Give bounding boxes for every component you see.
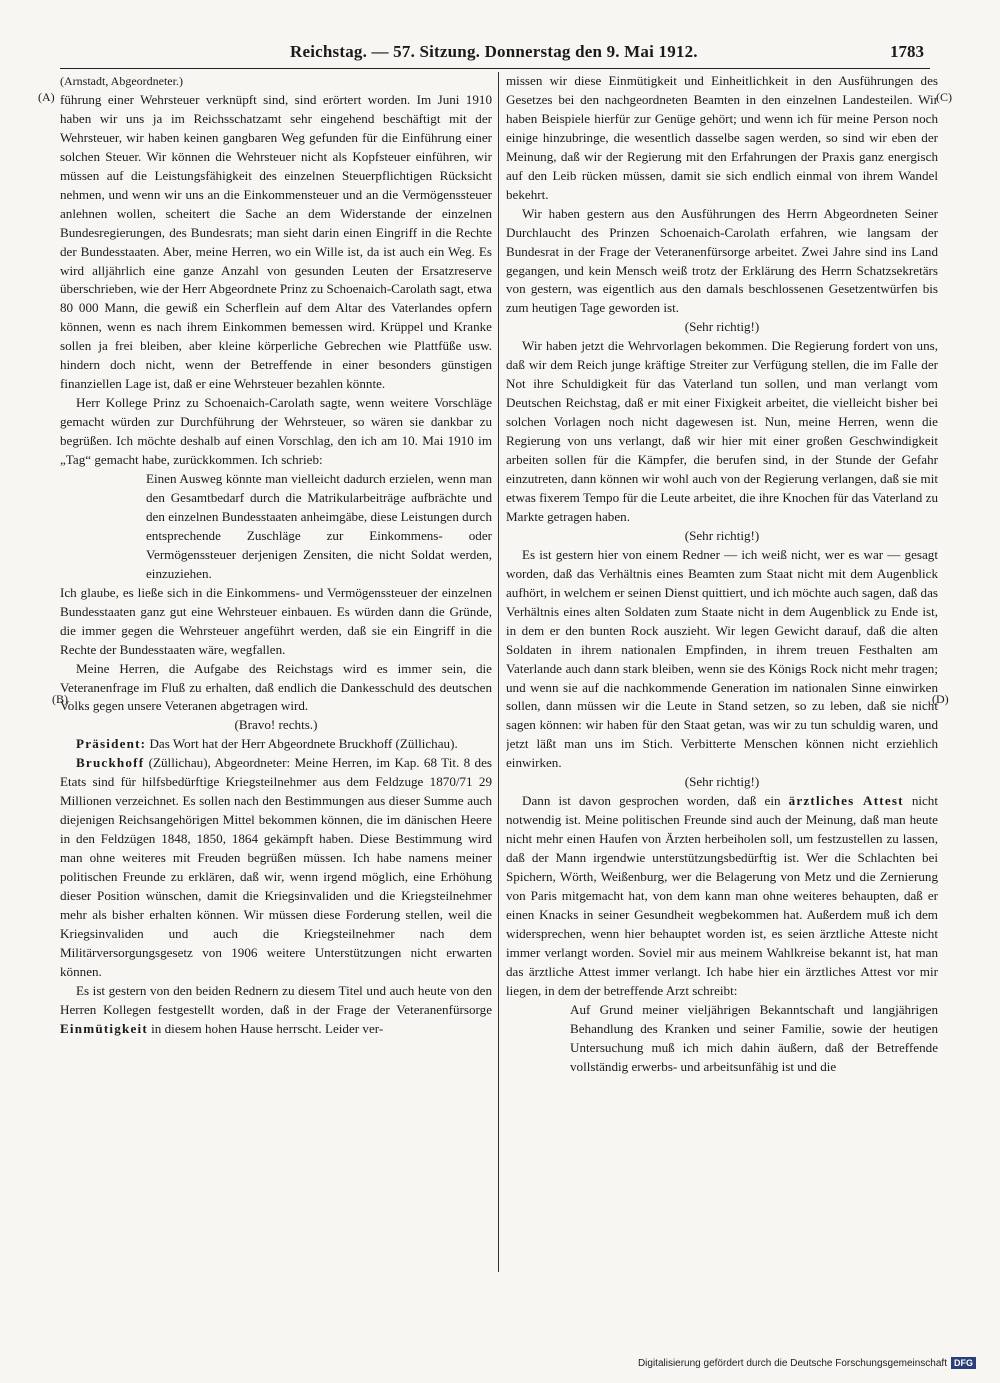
paragraph: Es ist gestern hier von einem Redner — ich weiß nicht, wer es war — gesagt worden, daß das Verhältnis eines Beamten zum Staat nicht mit dem Augenblick aufhört, in welchem er seinen Dienst quittiert, und ich möchte auch sagen, daß das Verhältnis eines alten Soldaten zum Staate nicht in dem Augenblick zu Ende ist, in dem er den bunten Rock auszieht. Wir legen Gewicht darauf, daß die alten Soldaten in ihrem nationalen Empfinden, in ihrem treuen Festhalten am Vaterlande auch dann stark bleiben, wenn sie des Königs Rock nicht mehr tragen; und wenn sie auf die nachkommende Generation im nationalen Sinne einwirken sollen, dann müssen wir die Leute in Stand setzen, so zu leben, daß sie nicht sagen können: wir haben für den Staat getan, was wir zu tun schuldig waren, und jetzt läßt man uns im Stich. Verbitterte Menschen können nicht erziehlich einwirken. (506, 546, 938, 771)
paragraph (60, 982, 492, 1039)
speech-text: (Züllichau), Abgeordneter: Meine Herren, im Kap. 68 Tit. 8 des Etats sind für hilfsbedürftige Kriegsteilnehmer aus dem Feldzuge 1870/71 29 Millionen verzeichnet. Es sollen nach den Bestimmungen aus dieser Summe auch diejenigen Reichsangehörigen Mittel bekommen können, die im dänischen Heere in den Feldzügen 1848, 1850, 1864 gekämpft haben. Diese Bestimmung wird man ohne weiteres mit Freuden begrüßen müssen. Ich habe namens meiner politischen Freunde zu erklären, daß wir, wenn irgend möglich, eine Erhöhung dieser Position wünschen, damit die Kriegsinvaliden und die Kriegsteilnehmer mehr als bisher erhalten können. Wir müssen diese Forderung stellen, weil die Kriegsinvaliden und auch die Kriegsteilnehmer nach dem Militärversorgungsgesetz von 1906 weitere Unterstützungen nicht erwarten können. (60, 755, 492, 979)
margin-marker-b: (B) (52, 692, 68, 706)
interjection: (Sehr richtig!) (684, 774, 760, 790)
quotation: Auf Grund meiner vieljährigen Bekanntschaft und langjährigen Behandlung des Kranken und seiner Familie, sowie der heutigen Untersuchung muß ich mich dahin äußern, daß der Betreffende vollständig erwerbs- und arbeitsunfähig ist und die (570, 1001, 938, 1074)
paragraph: führung einer Wehrsteuer verknüpft sind, sind erörtert worden. Im Juni 1910 haben wir uns ja im Reichsschatzamt sehr eingehend beschäftigt mit der Wehrsteuer, wir haben keinen gangbaren Weg gefunden für die Einführung einer solchen Steuer. Wir können die Wehrsteuer nicht als Kopfsteuer einführen, wir müssen auf die Leistungsfähigkeit des einzelnen Steuerpflichtigen Rücksicht nehmen, und wenn wir uns an die Einkommensteuer und an die Vermögenssteuer anlehnen wollen, scheitert die Sache an dem Widerstande der einzelnen Bundesregierungen, des Bundesrats; man sieht darin einen Eingriff in die Rechte der Bundesstaaten. Aber, meine Herren, wo ein Wille ist, da ist auch ein Weg. Es wird alljährlich eine ganze Anzahl von gesunden Leuten der Ersatzreserve überschrieben, wie der Herr Abgeordnete Prinz zu Schoenaich-Carolath sagt, etwa 80 000 Mann, die gewiß ein Scherflein auf dem Altar des Vaterlandes opfern können, wenn es nach ihrem Einkommen bemessen wird. Krüppel und Kranke sollen ja frei bleiben, aber kleine körperliche Gebrechen wie Plattfüße usw. hindern doch nicht, wenn der Betreffende in einer besonders günstigen finanziellen Lage ist, daß er eine Wehrsteuer bezahlen könnte. (60, 91, 492, 392)
interjection: (Sehr richtig!) (684, 527, 760, 543)
digitization-credit (638, 1357, 976, 1369)
page-number: 1783 (890, 42, 924, 61)
margin-marker-d: (D) (932, 692, 949, 706)
text-run: in diesem hohen Hause herrscht. Leider ver- (151, 1020, 384, 1036)
right-column (506, 72, 938, 1383)
dfg-logo: DFG (951, 1357, 976, 1369)
president-label: Präsident: (76, 736, 147, 752)
paragraph: missen wir diese Einmütigkeit und Einheitlichkeit in den Ausführungen des Gesetzes bei den nachgeordneten Beamten in den einzelnen Landesteilen. Wir haben Beispiele hierfür zur Genüge gehört; und wenn ich für meine Person noch einige hinzubringe, die wesentlich dasselbe sagen werden, so sind wir eben der Meinung, daß wir der Regierung mit den Erfahrungen der Praxis ganz energisch auf den Leib rücken müssen, damit sie sich endlich einmal von ihrem Wandel bekehrt. (506, 73, 938, 202)
president-remark (60, 735, 492, 754)
emphasis: Einmütigkeit (60, 1020, 148, 1036)
paragraph: Herr Kollege Prinz zu Schoenaich-Carolath sagte, wenn weitere Vorschläge gemacht würden zur Durchführung der Wehrsteuer, so wären sie dankbar zu begrüßen. Ich möchte deshalb auf einen Vorschlag, den ich am 10. Mai 1910 im „Tag“ gemacht habe, zurückkommen. Ich schrieb: (60, 395, 492, 468)
paragraph: Wir haben jetzt die Wehrvorlagen bekommen. Die Regierung fordert von uns, daß wir dem Reich junge kräftige Streiter zur Verfügung stellen, die im Falle der Not ihre Schuldigkeit für das Vaterland tun sollen, und man verlangt vom Deutschen Reichstag, daß er mit einer Fixigkeit arbeitet, die vielleicht bisher bei solchen Vorlagen noch nicht dagewesen ist. Nun, meine Herren, wenn die Regierung von uns verlangt, daß wir hier mit einer großen Geschwindigkeit arbeiten sollen für die Kämpfer, die berufen sind, in der Stunde der Gefahr einzutreten, dann können wir wohl auch von der Regierung verlangen, daß sie mit etwas fixerem Tempo für die Leute arbeitet, die ihre Knochen für das Vaterland zu Markte getragen haben. (506, 338, 938, 524)
paragraph: Wir haben gestern aus den Ausführungen des Herrn Abgeordneten Seiner Durchlaucht des Prinzen Schoenaich-Carolath erfahren, wie langsam der Bundesrat in der Frage der Veteranenfürsorge arbeitet. Zwei Jahre sind ins Land gegangen, und kein Mensch weiß trotz der Erklärung des Herrn Schatzsekretärs von gestern, was eigentlich aus den damals beschlossenen Gesetzentwürfen bis zum heutigen Tage geworden ist. (506, 205, 938, 316)
credit-text: Digitalisierung gefördert durch die Deutsche Forschungsgemeinschaft (637, 1357, 947, 1369)
margin-marker-c: (C) (936, 90, 952, 104)
text-run: nicht notwendig ist. Meine politischen Freunde sind auch der Meinung, daß man heute nicht mehr einen Haufen von Ärzten herbeiholen soll, um festzustellen zu lassen, daß der Mann irgendwie unterstützungsbedürftig ist. Wer die Schlachten bei Spichern, Wörth, Weißenburg, wer die Belagerung von Metz und die Zernierung von Paris mitgemacht hat, von dem kann man ohne weiteres behaupten, daß er einen Knacks in seiner Gesundheit wegbekommen hat. Außerdem muß ich dem widersprechen, wenn hier behauptet worden ist, es seien ärztliche Atteste nicht immer verlangt worden. Soviel mir aus meinem Wahlkreise bekannt ist, hat man das ärztliche Attest immer verlangt. Ich habe hier ein ärztliches Attest vor mir liegen, in dem der betreffende Arzt schreibt: (506, 793, 938, 998)
interjection: (Sehr richtig!) (684, 319, 760, 335)
page-header (60, 42, 930, 69)
interjection: (Bravo! rechts.) (234, 717, 318, 733)
text-run: Dann ist davon gesprochen worden, daß ein (522, 793, 781, 809)
left-column (60, 72, 492, 1383)
paragraph: Meine Herren, die Aufgabe des Reichstags wird es immer sein, die Veteranenfrage im Fluß zu erhalten, daß endlich die Dankesschuld des deutschen Volks gegen unsere Veteranen abgetragen wird. (60, 660, 492, 714)
speaker-name: Bruckhoff (76, 755, 145, 771)
running-title: Reichstag. — 57. Sitzung. Donnerstag den 9. Mai 1912. (290, 42, 698, 61)
continuation-label: (Arnstadt, Abgeordneter.) (60, 74, 183, 88)
speech-start (60, 754, 492, 981)
emphasis: ärztliches Attest (788, 793, 904, 809)
president-text: Das Wort hat der Herr Abgeordnete Bruckhoff (Züllichau). (149, 736, 458, 752)
text-run: Es ist gestern von den beiden Rednern zu diesem Titel und auch heute von den Herren Kollegen festgestellt worden, daß in der Frage der Veteranenfürsorge (60, 982, 492, 1017)
margin-marker-a: (A) (38, 90, 55, 104)
paragraph (506, 792, 938, 1000)
column-divider (498, 72, 499, 1272)
quotation: Einen Ausweg könnte man vielleicht dadurch erzielen, wenn man den Gesamtbedarf durch die Matrikularbeiträge aufbrächte und den einzelnen Bundesstaaten anheimgäbe, diese Leistungen durch entsprechende Zuschläge zur Einkommens- oder Vermögenssteuer derjenigen Zensiten, die nicht Soldat werden, einzuziehen. (146, 471, 492, 581)
paragraph: Ich glaube, es ließe sich in die Einkommens- und Vermögenssteuer der einzelnen Bundesstaaten ganz gut eine Wehrsteuer einbauen. Es würden dann die Gründe, die immer gegen die Wehrsteuer angeführt werden, daß sie ein Eingriff in die Rechte der Bundesstaaten wäre, wegfallen. (60, 584, 492, 657)
